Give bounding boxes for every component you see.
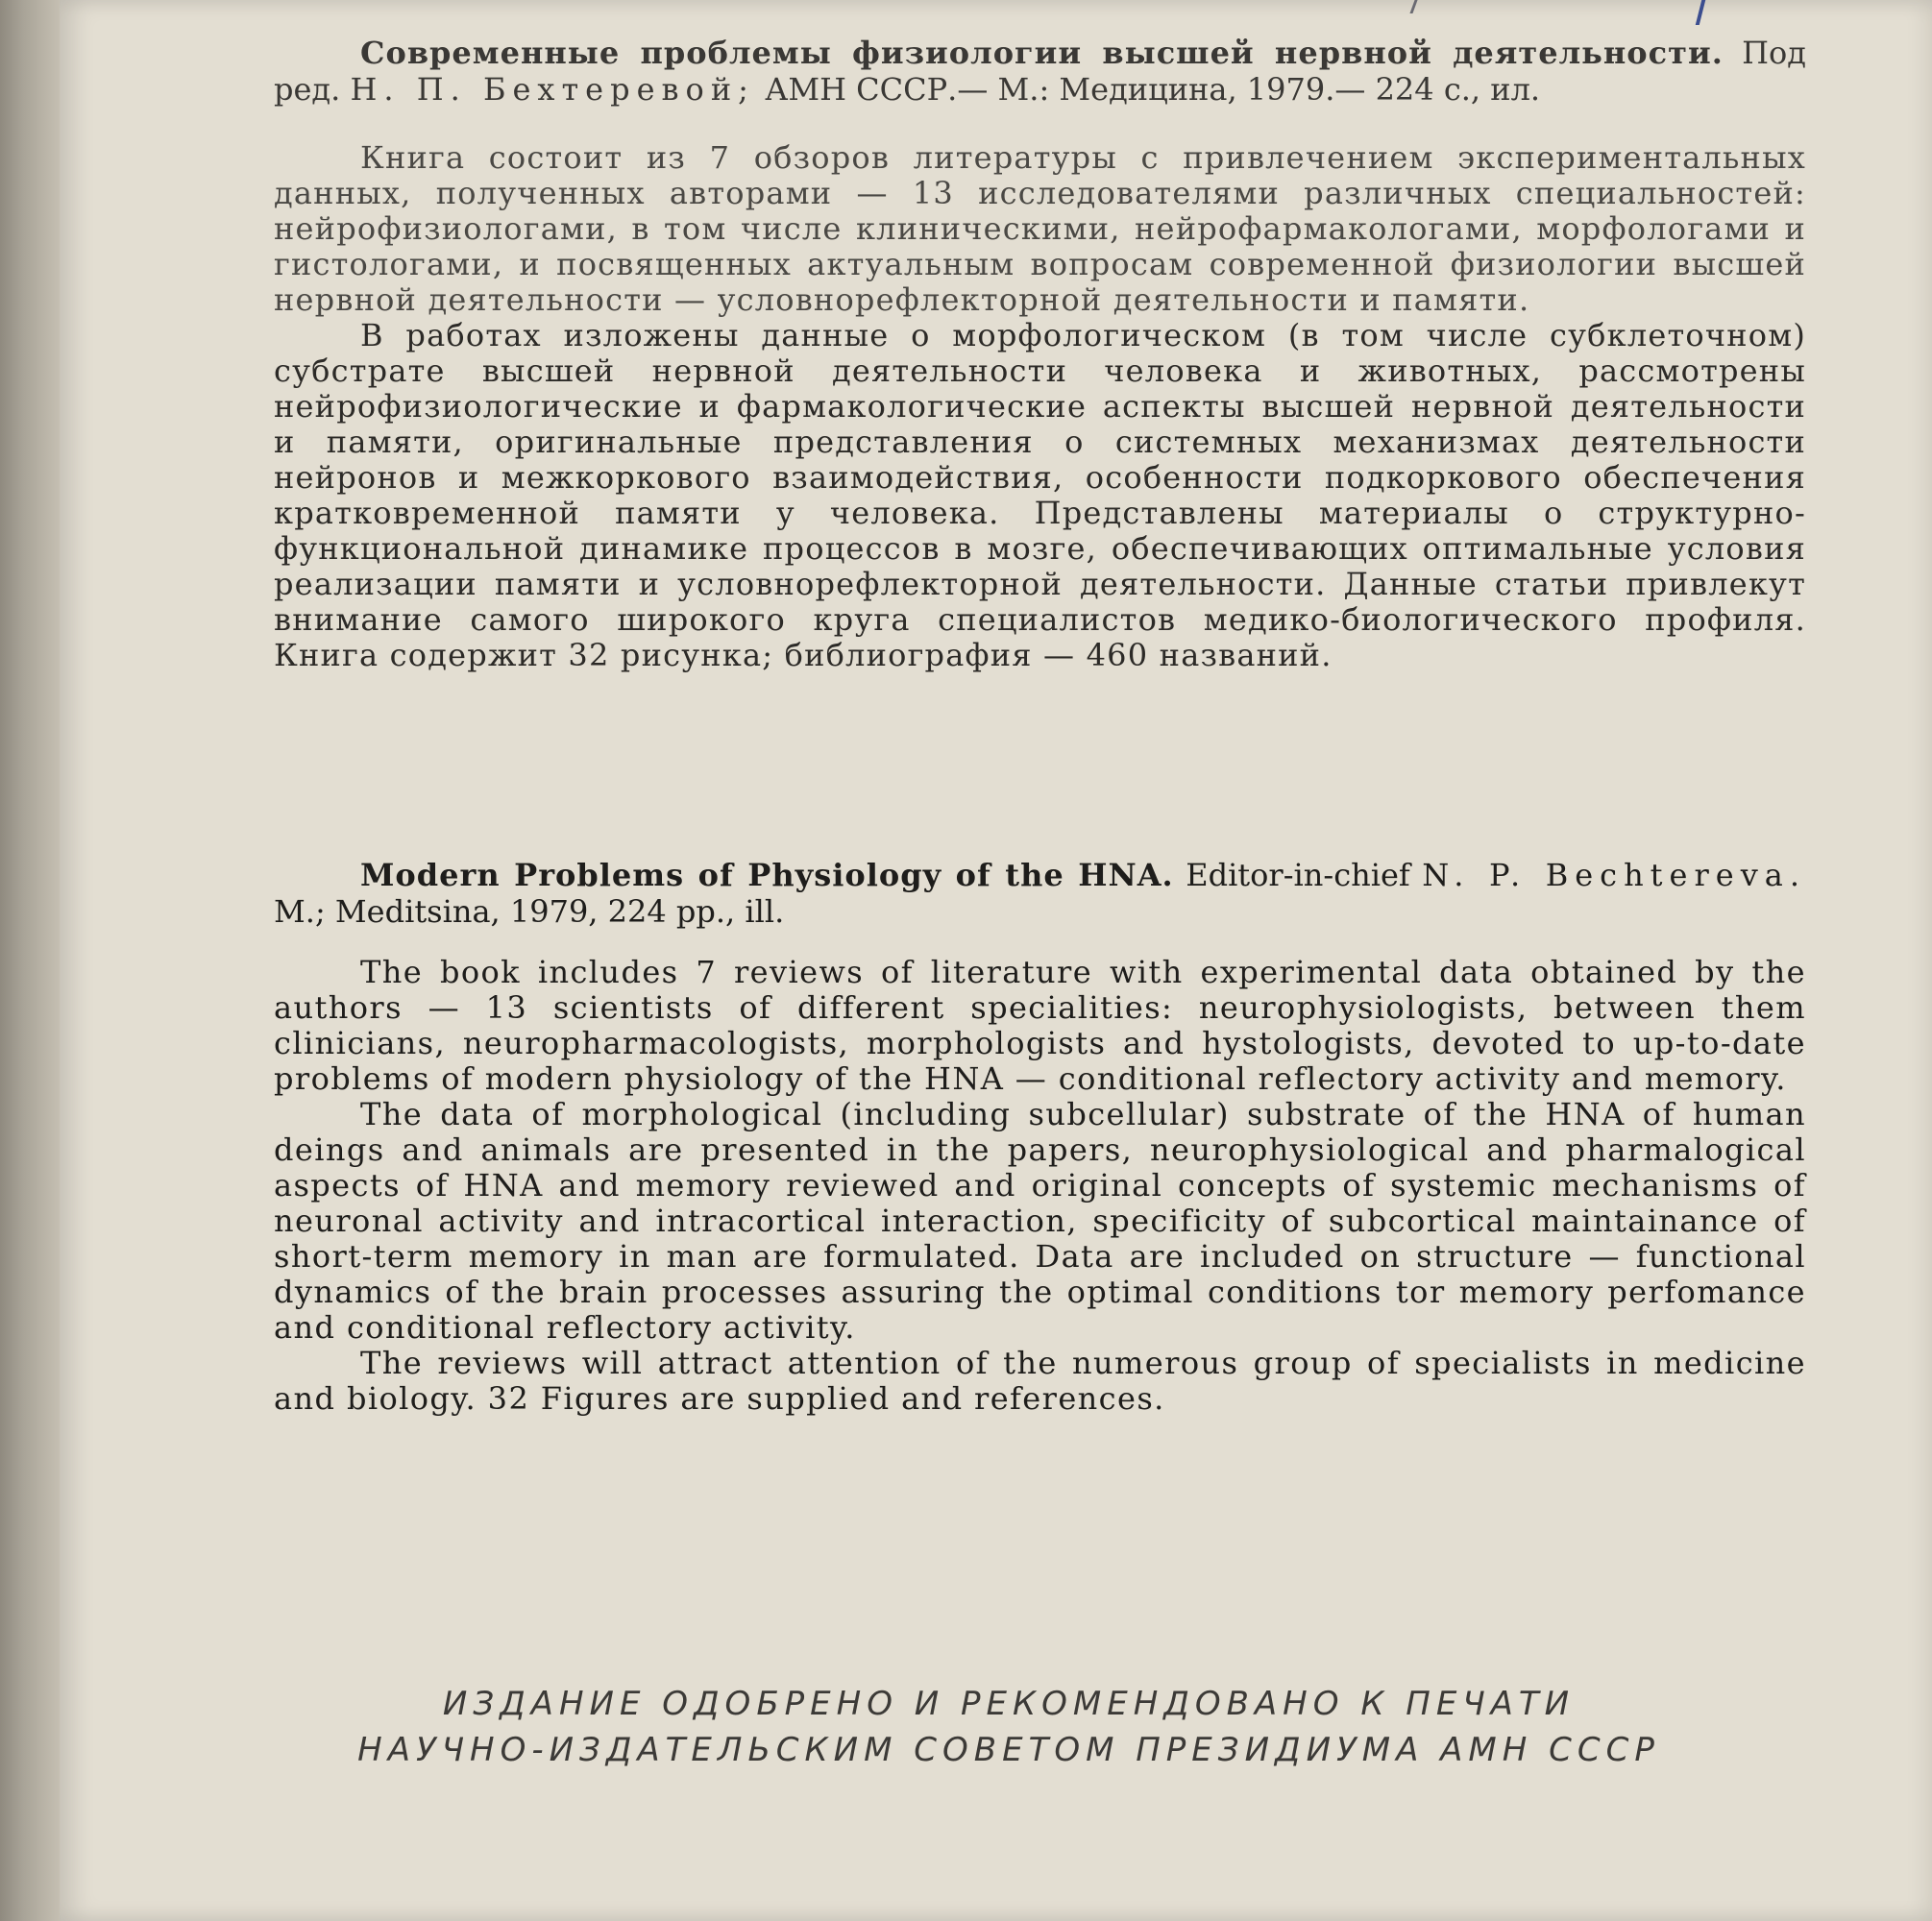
russian-paragraph-2: В работах изложены данные о морфологическом (в том числе субклеточном) субстрате высшей нервной деятельности человека и животных, рассмотрены нейрофизиологические и фармакологические аспекты высшей нервной деятельности и памяти, оригинальные представления о системных механизмах деятельности нейронов и межкоркового взаимодействия, особенности подкоркового обеспечения кратковременной памяти у человека. Представлены материалы о структурно-функциональной динамике процессов в мозге, обеспечивающих оптимальные условия реализации памяти и условнорефлекторной деятельности. Данные статьи привлекут внимание самого широкого круга специалистов медико-биологического профиля. Книга содержит 32 рисунка; библиография — 460 названий. <box>274 317 1806 673</box>
russian-editor-name: Н. П. Бехтеревой; <box>350 71 755 108</box>
russian-book-title: Современные проблемы физиологии высшей нервной деятельности. <box>360 35 1724 71</box>
page-edge-shadow <box>0 0 60 1921</box>
english-paragraph-2: The data of morphological (including subcellular) substrate of the HNA of human deings and animals are presented in the papers, neurophysiological and pharmalogical aspects of HNA and memory reviewed and original concepts of systemic mechanisms of neuronal activity and intracortical interaction, specificity of subcortical maintainance of short-term memory in man are formulated. Data are included on structure — functional dynamics of the brain processes assuring the optimal conditions tor memory perfomance and conditional reflectory activity. <box>274 1096 1806 1346</box>
english-book-title: Modern Problems of Physiology of the HNA. <box>360 857 1174 893</box>
approval-notice <box>288 1681 1729 1773</box>
english-paragraph-3: The reviews will attract attention of the numerous group of specialists in medicine and biology. 32 Figures are supplied and references. <box>274 1345 1806 1417</box>
english-citation <box>274 857 1806 930</box>
pen-mark <box>1696 0 1717 25</box>
english-paragraph-1: The book includes 7 reviews of literature with experimental data obtained by the authors — 13 scientists of different specialities: neurophysiologists, between them clinicians, neuropharmacologists, morphologists and hystologists, devoted to up-to-date problems of modern physiology of the HNA — conditional reflectory activity and memory. <box>274 954 1806 1097</box>
english-abstract <box>274 857 1806 1417</box>
approval-line-1: ИЗДАНИЕ ОДОБРЕНО И РЕКОМЕНДОВАНО К ПЕЧАТИ <box>442 1685 1576 1723</box>
russian-abstract <box>274 35 1806 673</box>
russian-citation <box>274 35 1806 108</box>
english-editor-prefix: Editor-in-chief <box>1186 857 1410 893</box>
english-editor-name: N. P. Bechtereva. <box>1422 857 1807 893</box>
english-publisher: M.; Meditsina, 1979, 224 pp., ill. <box>274 893 785 930</box>
approval-line-2: НАУЧНО-ИЗДАТЕЛЬСКИМ СОВЕТОМ ПРЕЗИДИУМА АМН СССР <box>357 1731 1660 1769</box>
russian-editor-prefix: Под ред. <box>274 35 1806 108</box>
pencil-mark <box>1409 0 1421 13</box>
russian-paragraph-1: Книга состоит из 7 обзоров литературы с привлечением экспериментальных данных, полученных авторами — 13 исследователями различных специальностей: нейрофизиологами, в том числе клиническими, нейрофармакологами, морфологами и гистологами, и посвященных актуальным вопросам современной физиологии высшей нервной деятельности — условнорефлекторной деятельности и памяти. <box>274 139 1806 318</box>
russian-publisher: АМН СССР.— М.: Медицина, 1979.— 224 с., ил. <box>765 71 1541 108</box>
